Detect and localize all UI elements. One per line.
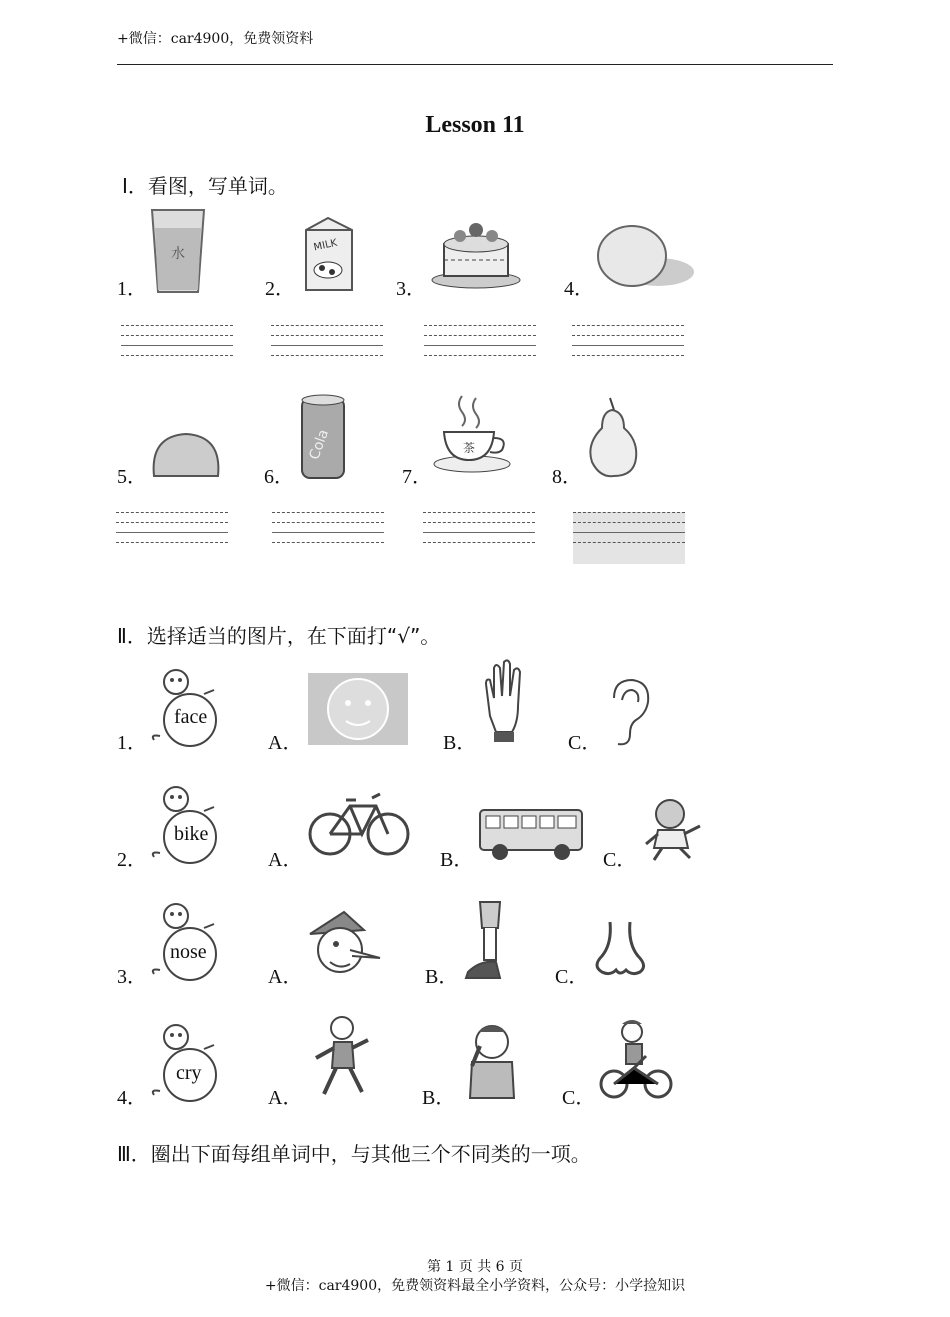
nose-icon[interactable] <box>592 920 648 982</box>
monkey-word: nose <box>170 941 207 963</box>
option-label: C． <box>555 966 589 988</box>
writing-lines[interactable] <box>424 325 536 377</box>
page-number: 第 1 页 共 6 页 <box>426 1259 524 1275</box>
option-label: A． <box>268 849 303 871</box>
writing-lines[interactable] <box>272 512 384 564</box>
tea-cup-icon <box>432 392 512 474</box>
milk-carton-icon <box>300 216 358 292</box>
item-number: 5． <box>117 466 147 488</box>
item-number: 1． <box>117 278 147 300</box>
item-number: 4． <box>564 278 594 300</box>
child-icon[interactable] <box>640 796 710 864</box>
row-number: 3． <box>117 966 147 988</box>
footer-text: +微信：car4900，免费领资料最全小学资料，公众号：小学捡知识 <box>264 1278 686 1294</box>
cake-icon <box>430 216 522 290</box>
glass-of-water-icon <box>148 206 208 296</box>
monkey-word-card <box>150 1019 226 1103</box>
egg-icon <box>596 222 696 292</box>
item-number: 2． <box>265 278 295 300</box>
writing-lines[interactable] <box>271 325 383 377</box>
row-number: 4． <box>117 1087 147 1109</box>
writing-lines[interactable] <box>116 512 228 564</box>
option-label: B． <box>443 732 477 754</box>
bread-icon <box>150 428 222 480</box>
pinocchio-icon[interactable] <box>304 904 384 984</box>
option-label: A． <box>268 732 303 754</box>
monkey-word-card <box>150 898 226 982</box>
cycling-boy-icon[interactable] <box>598 1018 674 1100</box>
row-number: 2． <box>117 849 147 871</box>
page-title: Lesson 11 <box>425 112 525 138</box>
monkey-word: bike <box>174 823 209 845</box>
leg-icon[interactable] <box>460 898 512 984</box>
running-boy-icon[interactable] <box>306 1014 376 1100</box>
header-divider <box>117 64 833 65</box>
option-label: C． <box>568 732 602 754</box>
crying-boy-icon[interactable] <box>458 1020 522 1100</box>
option-label: C． <box>603 849 637 871</box>
cola-can-icon <box>296 392 350 482</box>
option-label: C． <box>562 1087 596 1109</box>
bus-icon[interactable] <box>478 806 584 862</box>
face-icon[interactable] <box>308 673 408 745</box>
option-label: B． <box>422 1087 456 1109</box>
item-number: 8． <box>552 466 582 488</box>
item-number: 3． <box>396 278 426 300</box>
writing-lines[interactable] <box>423 512 535 564</box>
option-label: B． <box>425 966 459 988</box>
section-2-heading: Ⅱ．选择适当的图片，在下面打“√”。 <box>117 624 441 648</box>
header-text: +微信：car4900，免费领资料 <box>117 31 314 47</box>
svg-text:MILK: MILK <box>312 237 339 254</box>
hand-icon[interactable] <box>478 656 528 746</box>
svg-text:水: 水 <box>171 246 185 262</box>
bicycle-icon[interactable] <box>306 776 412 862</box>
writing-lines[interactable] <box>573 512 685 564</box>
svg-text:Cola: Cola <box>306 427 333 462</box>
section-1-heading: I．看图，写单词。 <box>122 174 288 198</box>
pear-icon <box>582 396 642 480</box>
monkey-word: face <box>174 706 208 728</box>
ear-icon[interactable] <box>604 678 652 748</box>
row-number: 1． <box>117 732 147 754</box>
writing-lines[interactable] <box>572 325 684 377</box>
writing-lines[interactable] <box>121 325 233 377</box>
item-number: 7． <box>402 466 432 488</box>
option-label: A． <box>268 1087 303 1109</box>
item-number: 6． <box>264 466 294 488</box>
option-label: A． <box>268 966 303 988</box>
svg-text:茶: 茶 <box>462 441 476 455</box>
option-label: B． <box>440 849 474 871</box>
monkey-word: cry <box>176 1062 202 1084</box>
section-3-heading: Ⅲ．圈出下面每组单词中，与其他三个不同类的一项。 <box>117 1142 591 1166</box>
